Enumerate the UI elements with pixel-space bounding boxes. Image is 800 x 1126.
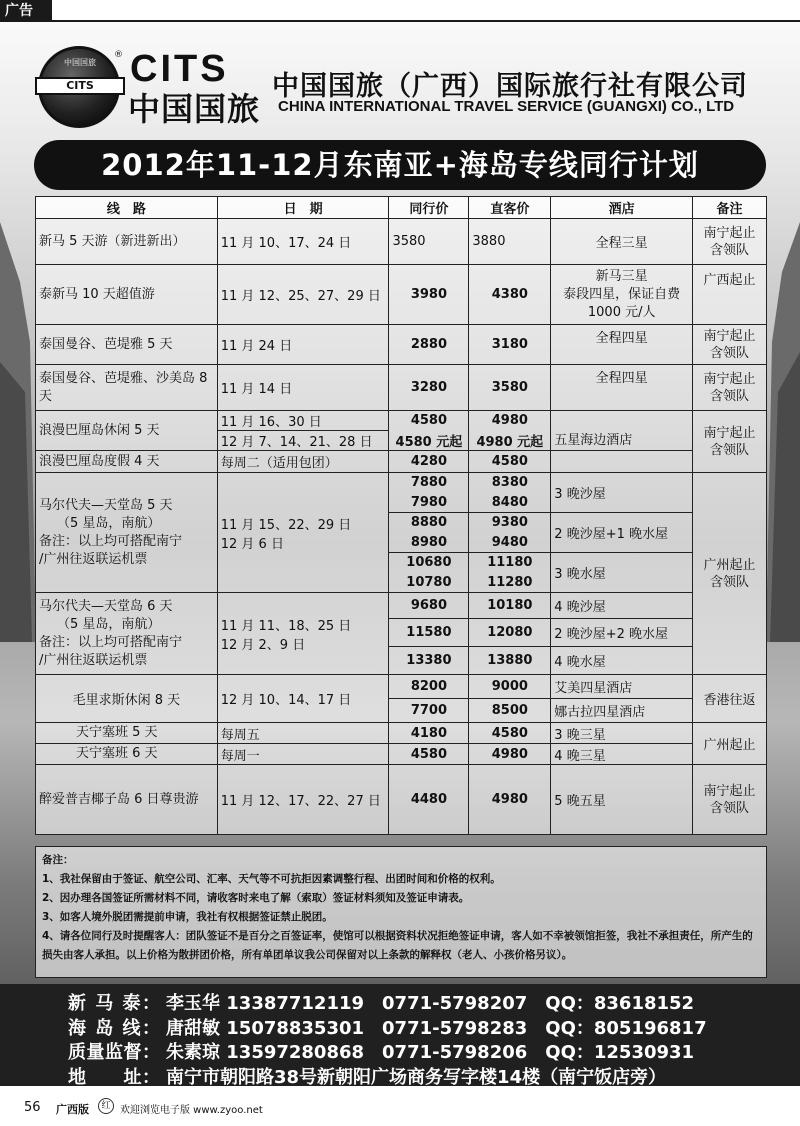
remark-cell: 南宁起止 含领队	[693, 325, 767, 365]
contact-row	[68, 1041, 800, 1066]
contact-row	[68, 1017, 800, 1042]
retail-price-cell: 8500	[469, 699, 551, 723]
cits-globe-logo	[38, 46, 120, 128]
website-link[interactable]: 欢迎浏览电子版 www.zyoo.net	[120, 1105, 263, 1116]
remark-cell: 南宁起止 含领队	[693, 219, 767, 265]
route-cell	[36, 593, 218, 675]
terms-notes	[35, 846, 767, 978]
globe-caption: 中国国旅	[64, 58, 96, 67]
company-name-en: CHINA INTERNATIONAL TRAVEL SERVICE (GUANGXI) CO., LTD	[278, 98, 735, 115]
table-row	[36, 411, 767, 431]
contact-info: 朱素琼 13597280868 0771-5798206 QQ：12530931	[166, 1042, 695, 1063]
retail-price-cell: 4980 元起	[469, 431, 551, 451]
company-name-cn: 中国国旅（广西）国际旅行社有限公司	[272, 71, 748, 102]
retail-price-cell: 9380	[469, 513, 551, 533]
logo-wordmark: CITS	[130, 48, 229, 90]
trade-price-cell: 4580	[389, 411, 469, 431]
retail-price-cell: 8380	[469, 473, 551, 493]
table-header-row	[36, 197, 767, 219]
route-cell: 醉爱普吉椰子岛 6 日尊贵游	[36, 765, 218, 835]
hotel-cell: 全程四星	[551, 325, 693, 365]
trade-price-cell: 7980	[389, 493, 469, 513]
hotel-cell: 五星海边酒店	[551, 411, 693, 451]
contact-info: 李玉华 13387712119 0771-5798207 QQ：83618152	[166, 993, 695, 1014]
note-item: 2、因办理各国签证所需材料不同，请收客时来电了解（索取）签证材料须知及签证申请表。	[42, 892, 470, 904]
hotel-cell: 4 晚水屋	[551, 647, 693, 675]
hotel-cell: 3 晚沙屋	[551, 473, 693, 513]
hotel-cell: 2 晚沙屋+2 晚水屋	[551, 619, 693, 647]
page-footer	[0, 1094, 800, 1126]
trade-price-cell: 10780	[389, 573, 469, 593]
date-cell: 11 月 10、17、24 日	[217, 219, 389, 265]
route-line: /广州往返联运机票	[39, 652, 148, 668]
table-row	[36, 593, 767, 619]
date-line: 12 月 2、9 日	[220, 637, 306, 653]
contact-info: 唐甜敏 15078835301 0771-5798283 QQ：805196817	[166, 1017, 707, 1039]
contact-panel	[0, 984, 800, 1086]
route-cell: 泰国曼谷、芭堤雅、沙美岛 8 天	[36, 365, 218, 411]
remark-cell: 香港往返	[693, 675, 767, 723]
retail-price-cell: 4580	[469, 451, 551, 473]
retail-price-cell: 12080	[469, 619, 551, 647]
table-row	[36, 219, 767, 265]
remark-cell: 广西起止	[693, 265, 767, 325]
logo-chinese: 中国国旅	[128, 90, 261, 128]
date-cell: 11 月 12、17、22、27 日	[217, 765, 389, 835]
date-cell	[217, 473, 389, 593]
page-title: 2012年11-12月东南亚+海岛专线同行计划	[34, 140, 766, 190]
retail-price-cell: 10180	[469, 593, 551, 619]
retail-price-cell: 11280	[469, 573, 551, 593]
route-line: （5 星岛，南航）	[57, 515, 161, 531]
contact-label: 地 址：	[68, 1066, 160, 1086]
route-cell: 天宁塞班 5 天	[36, 723, 218, 744]
retail-price-cell: 9480	[469, 533, 551, 553]
retail-price-cell: 9000	[469, 675, 551, 699]
temple-decoration-left	[0, 222, 40, 642]
publisher-icon: 红	[98, 1098, 114, 1114]
route-cell: 泰新马 10 天超值游	[36, 265, 218, 325]
date-cell	[217, 593, 389, 675]
trade-price-cell: 8200	[389, 675, 469, 699]
date-cell: 11 月 16、30 日	[217, 411, 389, 431]
table-row	[36, 365, 767, 411]
table-row	[36, 744, 767, 765]
date-cell: 每周一	[217, 744, 389, 765]
hotel-cell: 4 晚沙屋	[551, 593, 693, 619]
retail-price-cell: 4380	[469, 265, 551, 325]
retail-price-cell: 4980	[469, 765, 551, 835]
trade-price-cell: 4180	[389, 723, 469, 744]
table-row	[36, 451, 767, 473]
table-row	[36, 675, 767, 699]
route-cell: 浪漫巴厘岛休闲 5 天	[36, 411, 218, 451]
tour-price-table	[35, 196, 767, 835]
remark-cell: 南宁起止 含领队	[693, 411, 767, 473]
retail-price-cell: 13880	[469, 647, 551, 675]
trade-price-cell: 4480	[389, 765, 469, 835]
trade-price-cell: 4580	[389, 744, 469, 765]
route-cell	[36, 473, 218, 593]
route-cell: 泰国曼谷、芭堤雅 5 天	[36, 325, 218, 365]
poster	[0, 22, 800, 1086]
note-item: 1、我社保留由于签证、航空公司、汇率、天气等不可抗拒因素调整行程、出团时间和价格的权利。	[42, 873, 501, 885]
date-cell: 11 月 24 日	[217, 325, 389, 365]
date-cell: 12 月 10、14、17 日	[217, 675, 389, 723]
hotel-cell	[551, 451, 693, 473]
hotel-cell: 新马三星 泰段四星，保证自费 1000 元/人	[551, 265, 693, 325]
trade-price-cell: 2880	[389, 325, 469, 365]
contact-row	[68, 1066, 800, 1087]
trade-price-cell: 7700	[389, 699, 469, 723]
date-line: 11 月 15、22、29 日	[220, 517, 352, 533]
date-line: 11 月 11、18、25 日	[220, 618, 352, 634]
route-line: 马尔代夫—天堂岛 6 天	[39, 598, 173, 614]
registered-mark: ®	[114, 50, 123, 60]
table-row	[36, 325, 767, 365]
edition-label: 广西版	[56, 1103, 89, 1116]
hotel-cell: 2 晚沙屋+1 晚水屋	[551, 513, 693, 553]
header	[0, 22, 800, 132]
col-header-retail-price: 直客价	[469, 197, 551, 219]
hotel-cell: 3 晚水屋	[551, 553, 693, 593]
contact-row	[68, 992, 800, 1017]
trade-price-cell: 3980	[389, 265, 469, 325]
contact-label: 新 马 泰：	[68, 993, 160, 1014]
date-cell: 11 月 14 日	[217, 365, 389, 411]
date-line: 12 月 6 日	[220, 536, 284, 552]
route-line: 备注：以上均可搭配南宁	[39, 634, 183, 650]
retail-price-cell: 3880	[469, 219, 551, 265]
trade-price-cell: 11580	[389, 619, 469, 647]
trade-price-cell: 9680	[389, 593, 469, 619]
date-cell: 12 月 7、14、21、28 日	[217, 431, 389, 451]
table-row	[36, 265, 767, 325]
ad-tag: 广告	[0, 0, 52, 22]
route-line: /广州往返联运机票	[39, 551, 148, 567]
trade-price-cell: 13380	[389, 647, 469, 675]
notes-title: 备注：	[42, 854, 74, 866]
hotel-cell: 5 晚五星	[551, 765, 693, 835]
col-header-route: 线 路	[36, 197, 218, 219]
hotel-cell: 艾美四星酒店	[551, 675, 693, 699]
route-line: 备注：以上均可搭配南宁	[39, 533, 183, 549]
page-number: 56	[24, 1100, 41, 1115]
contact-label: 质量监督：	[68, 1042, 160, 1063]
route-cell: 浪漫巴厘岛度假 4 天	[36, 451, 218, 473]
retail-price-cell: 4980	[469, 411, 551, 431]
route-line: 马尔代夫—天堂岛 5 天	[39, 497, 173, 513]
date-cell: 每周二（适用包团）	[217, 451, 389, 473]
route-cell: 新马 5 天游（新进新出）	[36, 219, 218, 265]
route-cell: 天宁塞班 6 天	[36, 744, 218, 765]
hotel-cell: 全程四星	[551, 365, 693, 411]
retail-price-cell: 3180	[469, 325, 551, 365]
hotel-cell: 3 晚三星	[551, 723, 693, 744]
trade-price-cell: 3280	[389, 365, 469, 411]
trade-price-cell: 10680	[389, 553, 469, 573]
remark-cell: 广州起止 含领队	[693, 473, 767, 675]
col-header-date: 日 期	[217, 197, 389, 219]
table-row	[36, 723, 767, 744]
contact-label: 海 岛 线：	[68, 1017, 160, 1039]
date-cell: 每周五	[217, 723, 389, 744]
remark-cell: 广州起止	[693, 723, 767, 765]
hotel-cell: 全程三星	[551, 219, 693, 265]
trade-price-cell: 7880	[389, 473, 469, 493]
remark-cell: 南宁起止 含领队	[693, 765, 767, 835]
hotel-cell: 娜古拉四星酒店	[551, 699, 693, 723]
trade-price-cell: 4580 元起	[389, 431, 469, 451]
route-cell: 毛里求斯休闲 8 天	[36, 675, 218, 723]
trade-price-cell: 8980	[389, 533, 469, 553]
table-row	[36, 473, 767, 493]
retail-price-cell: 3580	[469, 365, 551, 411]
retail-price-cell: 11180	[469, 553, 551, 573]
col-header-hotel: 酒店	[551, 197, 693, 219]
table-row	[36, 765, 767, 835]
trade-price-cell: 4280	[389, 451, 469, 473]
remark-cell: 南宁起止 含领队	[693, 365, 767, 411]
trade-price-cell: 3580	[389, 219, 469, 265]
retail-price-cell: 4980	[469, 744, 551, 765]
route-line: （5 星岛，南航）	[57, 616, 161, 632]
col-header-trade-price: 同行价	[389, 197, 469, 219]
globe-band: CITS	[35, 77, 125, 95]
trade-price-cell: 8880	[389, 513, 469, 533]
col-header-remark: 备注	[693, 197, 767, 219]
note-item: 4、请各位同行及时提醒客人：团队签证不是百分之百签证率，使馆可以根据资料状况拒绝签证申请，客人如不幸被领馆拒签，我社不承担责任，所产生的损失由客人承担。以上价格为散拼团价格，所有单团单议我公司保留对以上条款的解释权（老人、小孩价格另议）。	[42, 930, 753, 961]
note-item: 3、如客人境外脱团需提前申请，我社有权根据签证禁止脱团。	[42, 911, 333, 923]
retail-price-cell: 4580	[469, 723, 551, 744]
hotel-cell: 4 晚三星	[551, 744, 693, 765]
retail-price-cell: 8480	[469, 493, 551, 513]
contact-info: 南宁市朝阳路38号新朝阳广场商务写字楼14楼（南宁饭店旁）	[166, 1066, 667, 1086]
date-cell: 11 月 12、25、27、29 日	[217, 265, 389, 325]
